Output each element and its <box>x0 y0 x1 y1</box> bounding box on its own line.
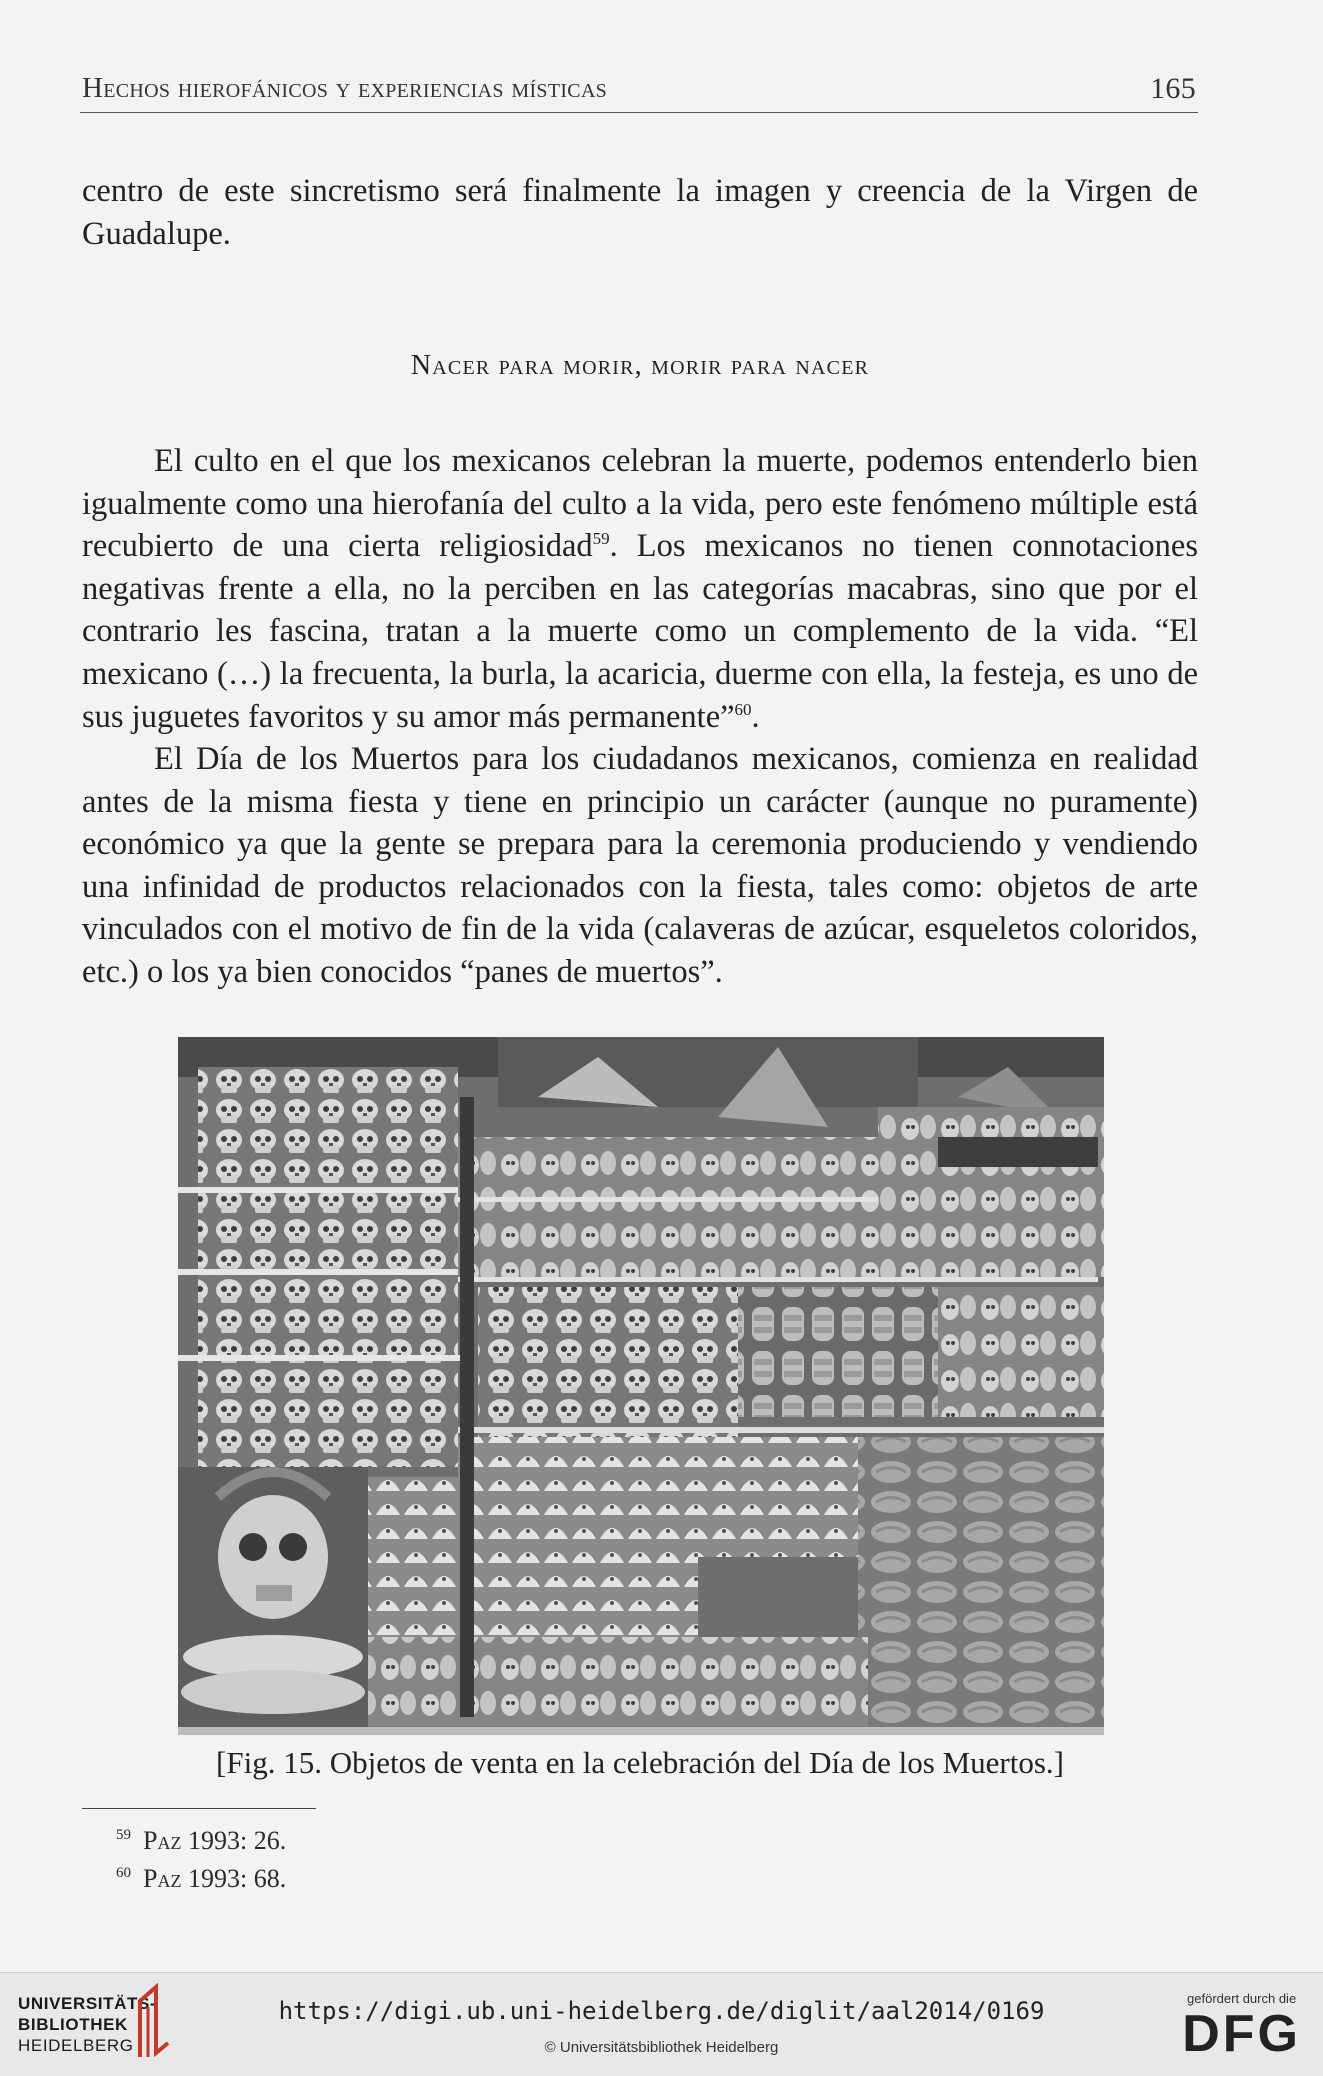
footnote-author: Paz <box>143 1864 182 1893</box>
dfg-wordmark: DFG <box>1182 2005 1301 2063</box>
footnote-ref-60[interactable]: 60 <box>734 699 752 719</box>
library-name-line-1: UNIVERSITÄTS- <box>18 1994 157 2013</box>
footnote-rule <box>82 1808 316 1809</box>
footnote-60 <box>118 1864 286 1894</box>
paragraph-1-part-2: . Los mexicanos no tienen connotaciones negativas frente a ella, no la perciben en las categorías macabras, sino que por el contrario les fascina, tratan a la muerte como un complemento de la vida. “El mexicano (…) la frecuenta, la burla, la acaricia, duerme con ella, la festeja, es uno de sus juguetes favoritos y su amor más permanente” <box>82 528 1198 735</box>
funding-label: gefördert durch die <box>1187 1991 1297 2006</box>
footnote-reference: 1993: 26. <box>187 1826 287 1855</box>
running-head-title: Hechos hierofánicos y experiencias místicas <box>82 72 608 104</box>
section-heading: Nacer para morir, morir para nacer <box>410 350 870 381</box>
paragraph-1-part-1: El culto en el que los mexicanos celebran la muerte, podemos entenderlo bien igualmente como una hierofanía del culto a la vida, pero este fenómeno múltiple está recubierto de una cierta religiosidad <box>82 443 1198 565</box>
digitization-footer <box>0 1972 1323 2076</box>
library-name-line-2: BIBLIOTHEK <box>18 2015 128 2034</box>
dfg-logo[interactable] <box>1182 1991 1301 2062</box>
paragraph-2: El Día de los Muertos para los ciudadanos mexicanos, comienza en realidad antes de la misma fiesta y tiene en principio un carácter (aunque no puramente) económico ya que la gente se prepara para la ceremonia produciendo y vendiendo una infinidad de productos relacionados con la fiesta, tales como: objetos de arte vinculados con el motivo de fin de la vida (calaveras de azúcar, esqueletos coloridos, etc.) o los ya bien conocidos “panes de muertos”. <box>82 741 1198 990</box>
paragraph-1 <box>82 440 1198 738</box>
page-number: 165 <box>1150 72 1196 105</box>
running-head <box>82 72 1196 105</box>
footnote-number: 60 <box>116 1865 131 1882</box>
footnote-author: Paz <box>143 1826 182 1855</box>
footnote-59 <box>118 1826 286 1856</box>
intro-paragraph: centro de este sincretismo será finalmente la imagen y creencia de la Virgen de Guadalupe. <box>82 173 1198 252</box>
library-name-line-3: HEIDELBERG <box>18 2036 134 2055</box>
header-rule <box>80 112 1198 113</box>
footnote-ref-59[interactable]: 59 <box>592 529 610 549</box>
footnote-reference: 1993: 68. <box>187 1864 287 1893</box>
copyright-notice: © Universitätsbibliothek Heidelberg <box>544 2039 779 2056</box>
paragraph-1-part-3: . <box>751 698 760 735</box>
figure-caption: [Fig. 15. Objetos de venta en la celebración del Día de los Muertos.] <box>216 1745 1064 1780</box>
figure-photo <box>178 1037 1104 1735</box>
footnote-number: 59 <box>116 1827 131 1844</box>
market-stall-photo <box>178 1037 1104 1735</box>
permalink-url[interactable]: https://digi.ub.uni-heidelberg.de/diglit/aal2014/0169 <box>278 1997 1045 2025</box>
